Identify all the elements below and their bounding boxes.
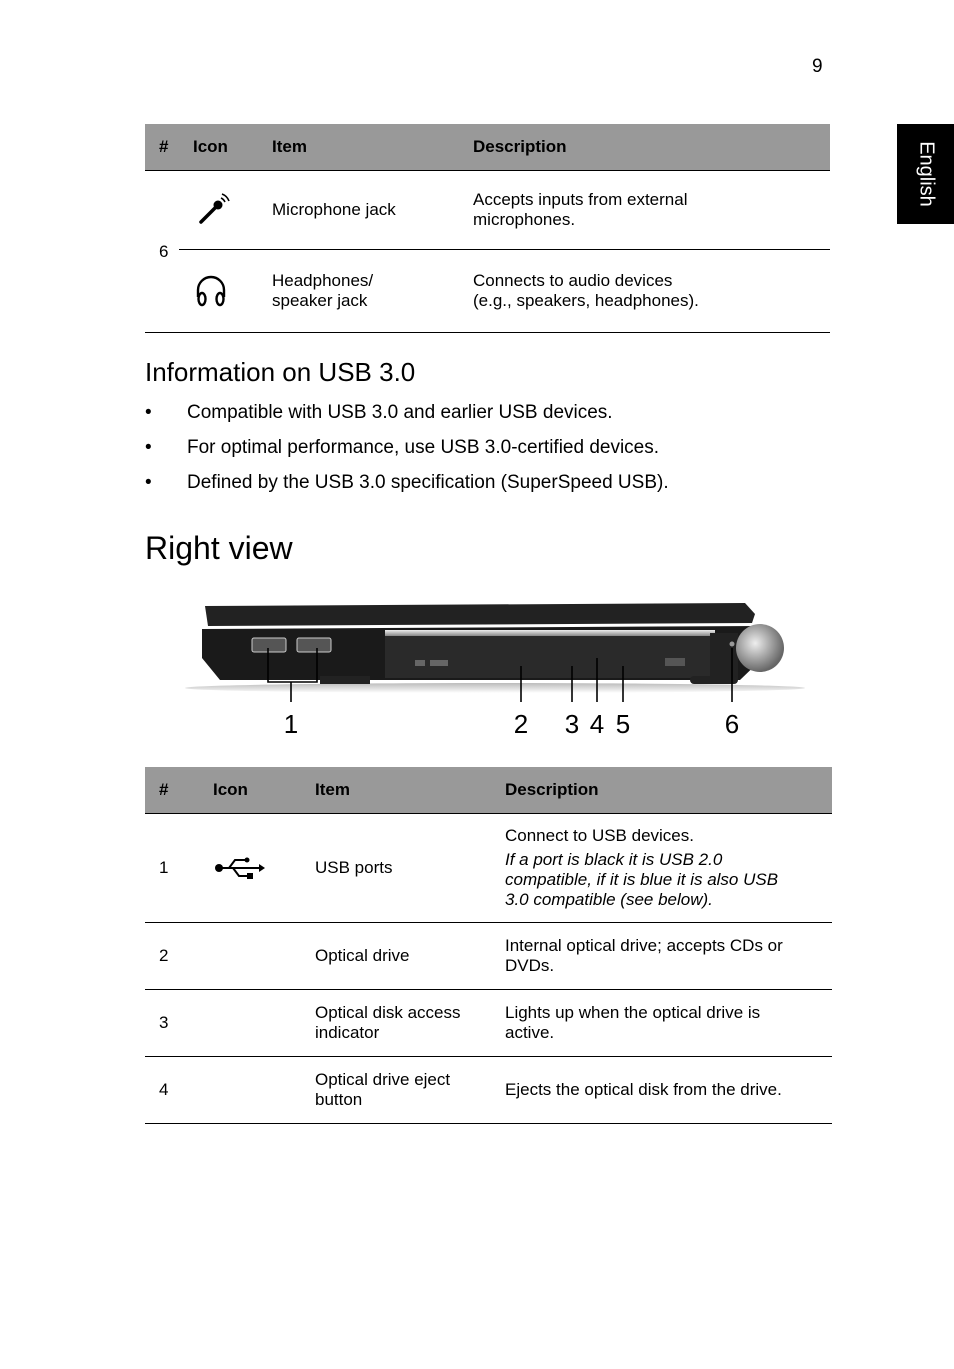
header-description: Description (459, 124, 830, 171)
row-icon-empty (199, 923, 301, 990)
desc-line: DVDs. (505, 956, 555, 975)
right-view-heading: Right view (145, 530, 293, 566)
drive-trim-shape (385, 630, 715, 636)
header-item: Item (258, 124, 459, 171)
usb-port-1-shape (252, 638, 286, 652)
table-row (145, 990, 832, 1057)
row-description (491, 814, 832, 923)
row-number: 6 (145, 171, 179, 333)
row-description (491, 990, 832, 1057)
shadow-shape (185, 683, 805, 693)
desc-line: Connects to audio devices (473, 271, 673, 290)
drive-logo-shape (430, 660, 448, 666)
usb-section-heading: Information on USB 3.0 (145, 357, 416, 387)
header-number: # (145, 124, 179, 171)
table-header-row (145, 767, 832, 814)
audio-jacks-table (145, 124, 830, 333)
jack-hole-shape (730, 642, 735, 647)
row-description: Ejects the optical disk from the drive. (491, 1057, 832, 1124)
bullet: • (145, 437, 152, 458)
row-number: 2 (145, 923, 199, 990)
table-row (145, 814, 832, 923)
row-item: Microphone jack (258, 171, 459, 250)
desc-line: Internal optical drive; accepts CDs or (505, 936, 783, 955)
headphones-icon (179, 250, 258, 333)
header-icon: Icon (199, 767, 301, 814)
row-icon-empty (199, 990, 301, 1057)
row-item (301, 990, 491, 1057)
row-number: 3 (145, 990, 199, 1057)
usb-bullet-list (145, 400, 669, 505)
item-line: Headphones/ (272, 271, 374, 290)
list-item (145, 470, 669, 505)
usb-port-2-shape (297, 638, 331, 652)
row-icon-empty (199, 1057, 301, 1124)
foot-shape (320, 676, 370, 684)
row-number: 1 (145, 814, 199, 923)
desc-line: Connect to USB devices. (505, 826, 694, 845)
bullet: • (145, 402, 152, 423)
item-line: indicator (315, 1023, 380, 1042)
desc-line: microphones. (473, 210, 576, 229)
item-line: button (315, 1090, 363, 1109)
callout-6: 6 (724, 709, 740, 739)
language-tab (897, 124, 954, 224)
header-number: # (145, 767, 199, 814)
header-item: Item (301, 767, 491, 814)
bullet: • (145, 472, 152, 493)
row-item (301, 1057, 491, 1124)
table-row (145, 923, 832, 990)
desc-note-line: If a port is black it is USB 2.0 (505, 850, 723, 869)
row-item (258, 250, 459, 333)
row-description (491, 923, 832, 990)
usb-icon (199, 814, 301, 923)
row-item: Optical drive (301, 923, 491, 990)
lid-shape (205, 603, 755, 626)
jack-panel-shape (710, 633, 738, 679)
table-row (145, 1057, 832, 1124)
laptop-right-view-illustration (180, 596, 810, 746)
desc-line: Accepts inputs from external (473, 190, 688, 209)
callout-2: 2 (513, 709, 529, 739)
bullet-text: Compatible with USB 3.0 and earlier USB devices. (187, 402, 613, 423)
bullet-text: For optimal performance, use USB 3.0-certified devices. (187, 437, 660, 458)
item-line: speaker jack (272, 291, 368, 310)
row-description (459, 250, 830, 333)
drive-logo-shape (415, 660, 425, 666)
header-description: Description (491, 767, 832, 814)
row-item: USB ports (301, 814, 491, 923)
callout-5: 5 (615, 709, 631, 739)
header-icon: Icon (179, 124, 258, 171)
table-header-row (145, 124, 830, 171)
desc-note-line: compatible, if it is blue it is also USB (505, 870, 779, 889)
row-number: 4 (145, 1057, 199, 1124)
row-description (459, 171, 830, 250)
callout-4: 4 (589, 709, 605, 739)
microphone-icon (179, 171, 258, 250)
desc-line: (e.g., speakers, headphones). (473, 291, 699, 310)
disc-logo-shape (665, 658, 685, 666)
language-tab-label: English (915, 141, 937, 207)
callout-1: 1 (283, 709, 299, 739)
item-line: Optical disk access (315, 1003, 461, 1022)
desc-line: Lights up when the optical drive is (505, 1003, 761, 1022)
rear-foot-shape (690, 676, 738, 684)
list-item (145, 435, 669, 470)
table-row (145, 171, 830, 250)
right-view-table (145, 767, 832, 1124)
callout-3: 3 (564, 709, 580, 739)
list-item (145, 400, 669, 435)
page-number: 9 (812, 56, 823, 77)
item-line: Optical drive eject (315, 1070, 451, 1089)
hinge-shape (736, 624, 784, 672)
desc-line: active. (505, 1023, 555, 1042)
table-row (145, 250, 830, 333)
bullet-text: Defined by the USB 3.0 specification (SuperSpeed USB). (187, 472, 669, 493)
optical-drive-shape (385, 630, 715, 678)
desc-note-line: 3.0 compatible (see below). (505, 890, 713, 909)
